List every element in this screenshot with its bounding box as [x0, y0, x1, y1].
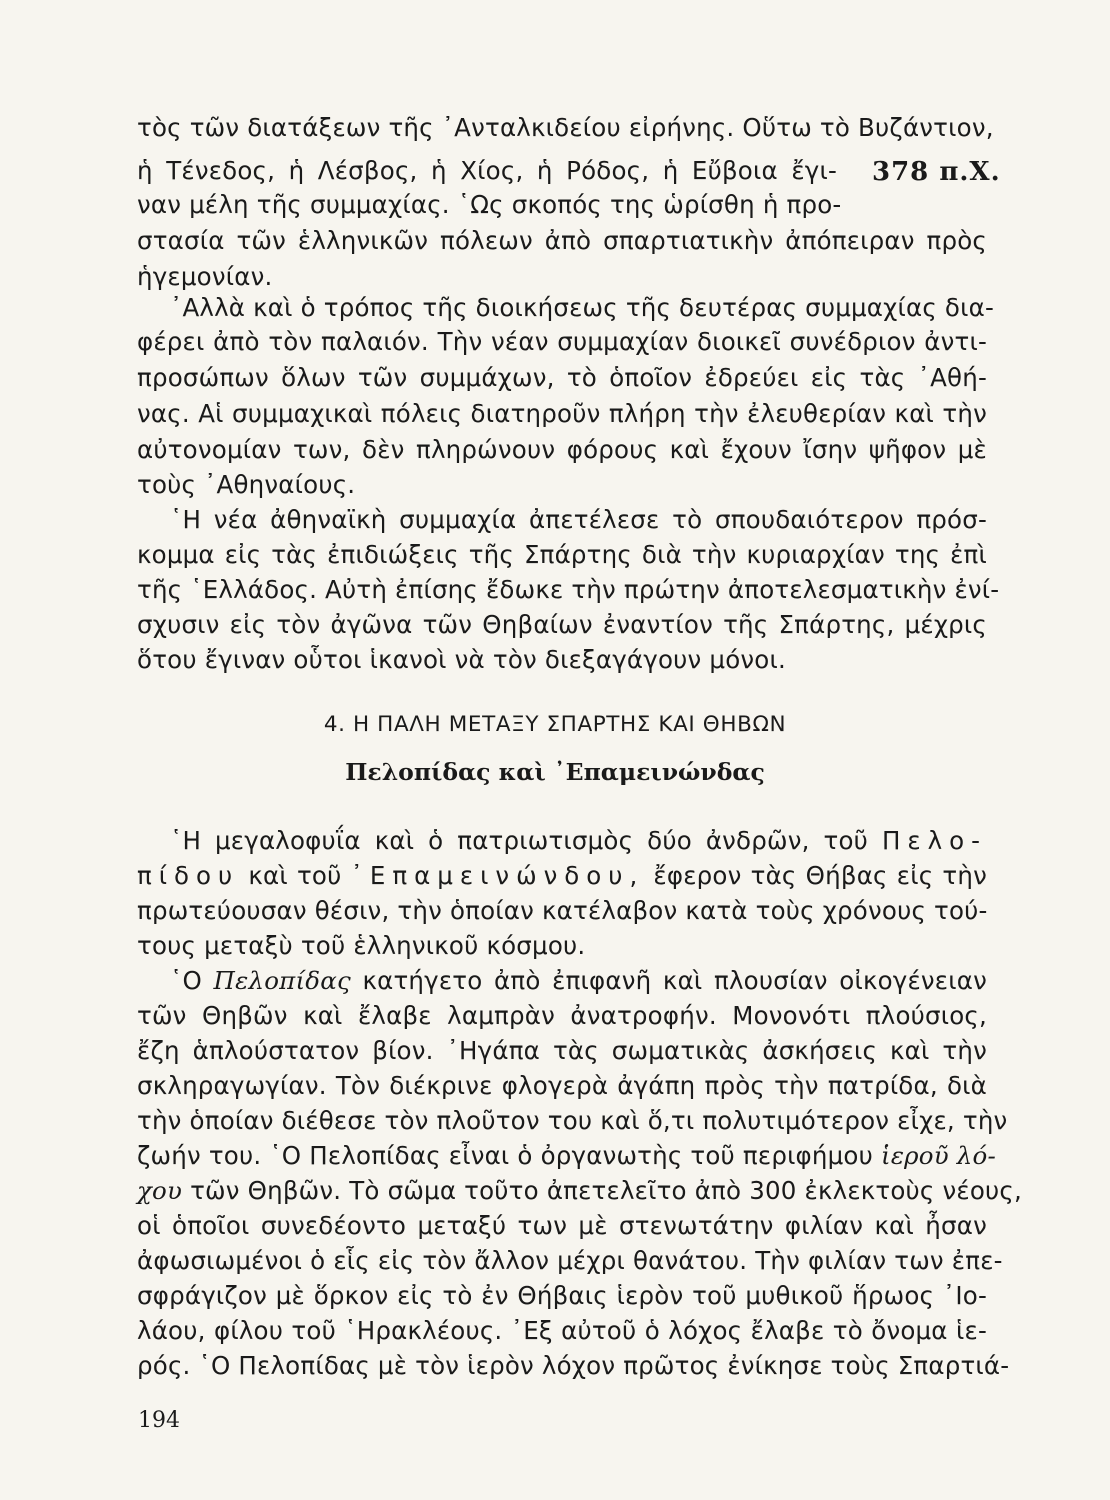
text-line: προσώπων ὅλων τῶν συμμάχων, τὸ ὁποῖον ἐδρεύει εἰς τὰς ᾿Αθή-	[137, 363, 987, 392]
section-title: Πελοπίδας καὶ ᾿Επαμεινώνδας	[345, 758, 765, 786]
text-line: σκληραγωγίαν. Τὸν διέκρινε φλογερὰ ἀγάπη πρὸς τὴν πατρίδα, διὰ	[137, 1071, 987, 1100]
text-line: ἔζη ἁπλούστατον βίον. ᾿Ηγάπα τὰς σωματικὰς ἀσκήσεις καὶ τὴν	[137, 1036, 987, 1065]
text-line: πρωτεύουσαν θέσιν, τὴν ὁποίαν κατέλαβον κατὰ τοὺς χρόνους τού-	[137, 896, 988, 925]
italic-term: χου	[137, 1176, 183, 1205]
italic-name: Πελοπίδας	[213, 966, 351, 995]
margin-note-date: 378 π.Χ.	[872, 157, 1001, 187]
text-line	[137, 1140, 996, 1172]
text-line: τὴν ὁποίαν διέθεσε τὸν πλοῦτον του καὶ ὅ,τι πολυτιμότερον εἶχε, τὴν	[137, 1106, 1008, 1135]
text-line: τους μεταξὺ τοῦ ἑλληνικοῦ κόσμου.	[137, 931, 586, 960]
spaced-name: Πελο-	[882, 826, 987, 855]
text-line: ναν μέλη τῆς συμμαχίας. ῾Ως σκοπός της ὡρίσθη ἡ προ-	[137, 190, 842, 219]
text-line: ρός. ῾Ο Πελοπίδας μὲ τὸν ἱερὸν λόχον πρῶτος ἐνίκησε τοὺς Σπαρτιά-	[137, 1351, 1010, 1380]
spaced-name: πίδου	[137, 861, 240, 890]
text-line: σφράγιζον μὲ ὅρκον εἰς τὸ ἐν Θήβαις ἱερὸν τοῦ μυθικοῦ ἥρωος ᾿Ιο-	[137, 1281, 987, 1310]
text-segment: ζωήν του. ῾Ο Πελοπίδας εἶναι ὁ ὀργανωτὴς τοῦ περιφήμου	[137, 1141, 874, 1170]
page-number: 194	[138, 1408, 180, 1433]
text-line	[170, 825, 987, 857]
text-line: οἱ ὁποῖοι συνεδέοντο μεταξύ των μὲ στενωτάτην φιλίαν καὶ ἦσαν	[137, 1211, 987, 1240]
text-segment: κατήγετο ἀπὸ ἐπιφανῆ καὶ πλουσίαν οἰκογένειαν	[362, 966, 987, 995]
text-line: αὐτονομίαν των, δὲν πληρώνουν φόρους καὶ ἔχουν ἴσην ψῆφον μὲ	[137, 435, 987, 464]
text-line	[137, 1175, 1022, 1207]
italic-term: ἱεροῦ λό-	[881, 1141, 996, 1170]
text-line: φέρει ἀπὸ τὸν παλαιόν. Τὴν νέαν συμμαχίαν διοικεῖ συνέδριον ἀντι-	[137, 327, 987, 356]
text-segment: τῶν Θηβῶν. Τὸ σῶμα τοῦτο ἀπετελεῖτο ἀπὸ 300 ἐκλεκτοὺς νέους,	[190, 1176, 1022, 1205]
text-line: ἀφωσιωμένοι ὁ εἷς εἰς τὸν ἄλλον μέχρι θανάτου. Τὴν φιλίαν των ἐπε-	[137, 1246, 1003, 1275]
text-segment: ῾Η μεγαλοφυΐα καὶ ὁ πατριωτισμὸς δύο ἀνδρῶν, τοῦ	[170, 826, 869, 855]
text-line: ὅτου ἔγιναν οὗτοι ἱκανοὶ νὰ τὸν διεξαγάγουν μόνοι.	[137, 645, 786, 674]
text-line: νας. Αἱ συμμαχικαὶ πόλεις διατηροῦν πλήρη τὴν ἐλευθερίαν καὶ τὴν	[137, 399, 987, 428]
spaced-name: ᾿Επαμεινώνδου,	[350, 861, 645, 890]
text-line: ᾿Αλλὰ καὶ ὁ τρόπος τῆς διοικήσεως τῆς δευτέρας συμμαχίας δια-	[170, 293, 994, 322]
text-segment: ῾Ο	[170, 966, 202, 995]
text-line: τοὺς ᾿Αθηναίους.	[137, 470, 356, 499]
text-line: ῾Η νέα ἀθηναϊκὴ συμμαχία ἀπετέλεσε τὸ σπουδαιότερον πρόσ-	[170, 505, 987, 534]
text-line: κομμα εἰς τὰς ἐπιδιώξεις τῆς Σπάρτης διὰ τὴν κυριαρχίαν της ἐπὶ	[137, 540, 987, 569]
text-line: τὸς τῶν διατάξεων τῆς ᾿Ανταλκιδείου εἰρήνης. Οὕτω τὸ Βυζάντιον,	[137, 113, 994, 142]
text-segment: καὶ τοῦ	[248, 861, 342, 890]
text-line: σχυσιν εἰς τὸν ἀγῶνα τῶν Θηβαίων ἐναντίον τῆς Σπάρτης, μέχρις	[137, 610, 987, 639]
text-line: τῆς ῾Ελλάδος. Αὐτὴ ἐπίσης ἔδωκε τὴν πρώτην ἀποτελεσματικὴν ἐνί-	[137, 575, 1000, 604]
text-line: στασία τῶν ἑλληνικῶν πόλεων ἀπὸ σπαρτιατικὴν ἀπόπειραν πρὸς	[137, 226, 987, 255]
text-line: ἡγεμονίαν.	[137, 262, 273, 291]
section-heading: 4. Η ΠΑΛΗ ΜΕΤΑΞΥ ΣΠΑΡΤΗΣ ΚΑΙ ΘΗΒΩΝ	[323, 712, 787, 737]
text-line: ἡ Τένεδος, ἡ Λέσβος, ἡ Χίος, ἡ Ρόδος, ἡ Εὔβοια ἔγι-	[137, 156, 837, 185]
text-line	[170, 965, 987, 997]
text-line	[137, 860, 987, 892]
text-segment: ἔφερον τὰς Θήβας εἰς τὴν	[653, 861, 987, 890]
text-line: τῶν Θηβῶν καὶ ἔλαβε λαμπρὰν ἀνατροφήν. Μονονότι πλούσιος,	[137, 1001, 987, 1030]
text-line: λάου, φίλου τοῦ ῾Ηρακλέους. ᾿Εξ αὐτοῦ ὁ λόχος ἔλαβε τὸ ὄνομα ἱε-	[137, 1316, 987, 1345]
